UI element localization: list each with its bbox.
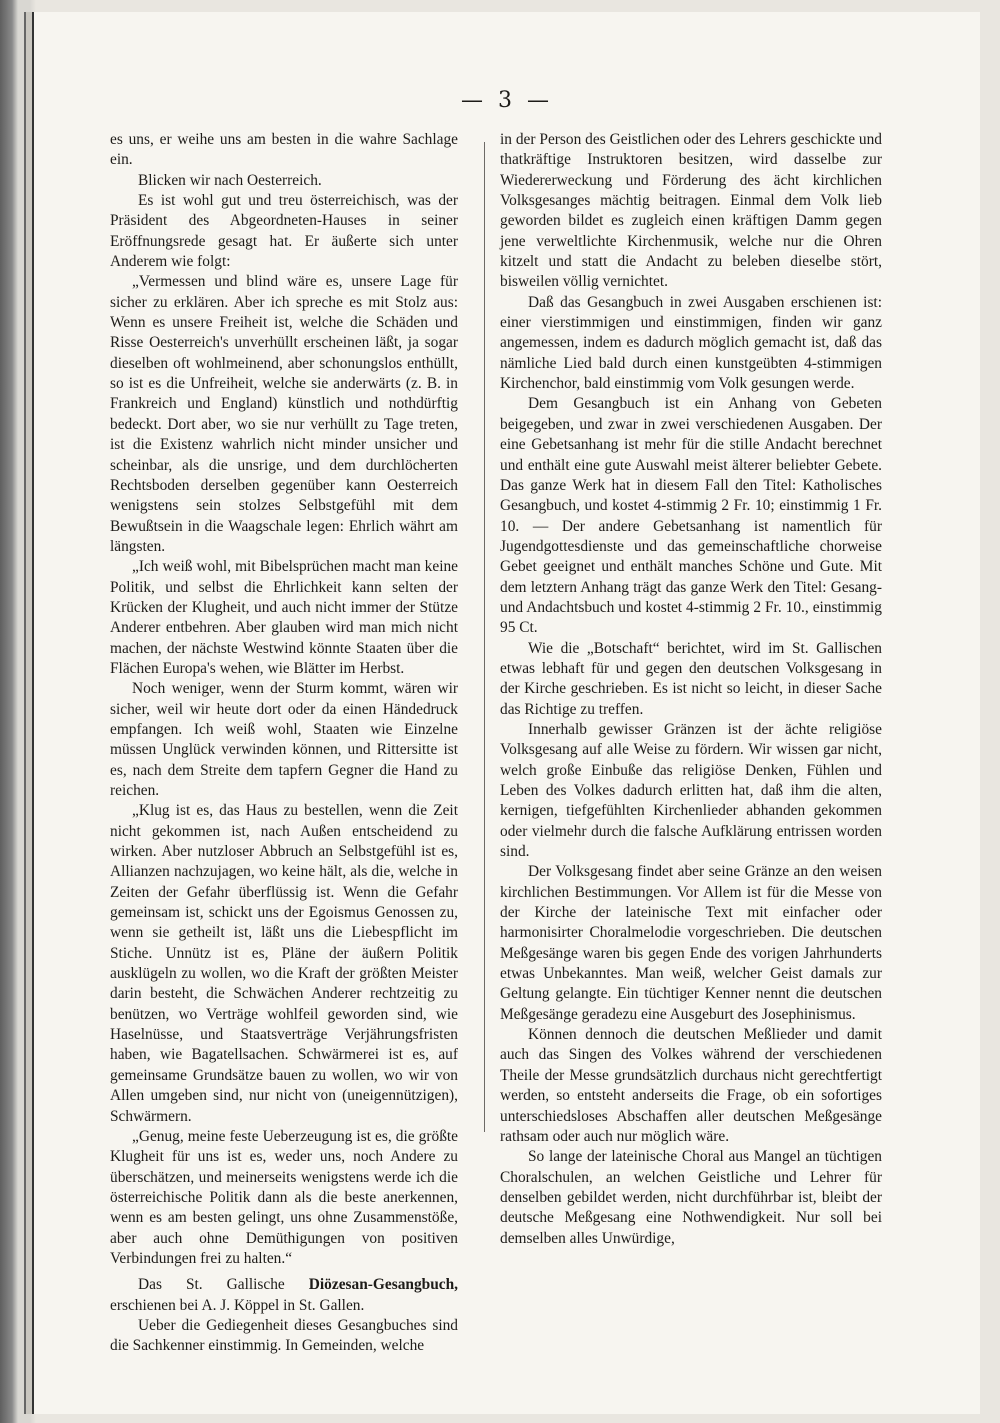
heading-prefix: Das St. Gallische <box>138 1276 285 1294</box>
left-paragraph-9: Ueber die Gediegenheit dieses Gesangbuches sind die Sachkenner einstimmig. In Gemeinden, welche <box>110 1316 458 1355</box>
heading-title: Diözesan-Gesangbuch, <box>308 1276 458 1294</box>
column-divider <box>484 142 485 1132</box>
page-number: — 3 — <box>461 88 553 113</box>
left-column <box>110 130 458 1357</box>
right-paragraph-2: Daß das Gesangbuch in zwei Ausgaben erschienen ist: einer vierstimmigen und einstimmigen, finden wir ganz angemessen, indem es dadurch möglich gemacht ist, daß das nämliche Lied bald durch einen kunstgeübten 4-stimmigen Kirchenchor, bald einstimmig vom Volk gesungen werde. <box>500 293 882 393</box>
right-column <box>500 130 882 1249</box>
left-paragraph-1: es uns, er weihe uns am besten in die wahre Sachlage ein. <box>110 131 458 169</box>
document-page <box>34 12 980 1414</box>
left-paragraph-3: Es ist wohl gut und treu österreichisch, was der Präsident des Abgeordneten-Hauses in seiner Eröffnungsrede gesagt hat. Er äußerte sich unter Anderem wie folgt: <box>110 192 458 271</box>
left-paragraph-2: Blicken wir nach Oesterreich. <box>138 171 322 189</box>
right-paragraph-8: So lange der lateinische Choral aus Mangel an tüchtigen Choralschulen, an welchen Geistliche und Lehrer für denselben gebildet werden, nicht durchführbar ist, bleibt der deutsche Meßgesang eine Nothwendigkeit. Nur soll bei demselben alles Unwürdige, <box>500 1148 882 1247</box>
left-quote-5: „Genug, meine feste Ueberzeugung ist es, die größte Klugheit für uns ist es, weder uns, noch Andere zu überschätzen, und meinerseits wenigstens werde ich die österreichische Politik dann als die beste anerkennen, wenn es am besten gelingt, uns ohne Zusammenstöße, aber auch ohne Demüthigungen von positiven Verbindungen frei zu halten.“ <box>110 1127 458 1267</box>
right-paragraph-6: Der Volksgesang findet aber seine Gränze an den weisen kirchlichen Bestimmungen. Vor Allem ist für die Messe von der Kirche der lateinische Text mit einfacher oder harmonisirter Choralmelodie vorgeschrieben. Die deutschen Meßgesänge waren bis gegen Ende des vorigen Jahrhunderts etwas Unbekanntes. Man weiß, welcher Geist damals zur Geltung gelangte. Ein tüchtiger Kenner nennt die deutschen Meßgesänge geradezu eine Ausgeburt des Josephinismus. <box>500 863 882 1023</box>
left-quote-1: „Vermessen und blind wäre es, unsere Lage für sicher zu erklären. Aber ich spreche es mit Stolz aus: Wenn es unsere Freiheit ist, welche die Schäden und Risse Oesterreich's unverhüllt erscheinen läßt, ja sogar dieselben oft wohlmeinend, aber schonungslos enthüllt, so ist es die Unfreiheit, welche sie anderwärts (z. B. in Frankreich und England) künstlich und nothdürftig bedeckt. Dort aber, wo sie nur verhüllt zu Tage treten, ist die Existenz wahrlich nicht minder unsicher und scheinbar, als die unsrige, und dem durchlöcherten Rechtsboden derselben gegenüber kann Oesterreich wenigstens sein stolzes Selbstgefühl mit dem Bewußtsein in die Waagschale legen: Ehrlich währt am längsten. <box>110 273 458 555</box>
heading-rest: erschienen bei A. J. Köppel in St. Gallen. <box>110 1296 365 1314</box>
right-paragraph-1: in der Person des Geistlichen oder des Lehrers geschickte und thatkräftige Instruktoren besitzen, wird dasselbe zur Wiedererweckung und Förderung des ächt kirchlichen Volksgesanges mächtig beitragen. Einmal dem Volk lieb geworden bildet es zugleich einen kräftigen Damm gegen jene verweltlichte Kirchenmusik, welche nur die Ohren kitzelt und statt die Andacht zu beleben dieselbe stört, bisweilen völlig vernichtet. <box>500 131 882 291</box>
right-paragraph-7: Können dennoch die deutschen Meßlieder und damit auch das Singen des Volkes während der verschiedenen Theile der Messe grundsätzlich durchaus nicht gerechtfertigt werden, so entsteht anderseits die Frage, ob ein sofortiges unterschiedsloses Abschaffen aller deutschen Meßgesänge rathsam oder auch nur möglich wäre. <box>500 1026 882 1145</box>
left-quote-3: Noch weniger, wenn der Sturm kommt, wären wir sicher, weil wir heute dort oder da einen Händedruck empfangen. Ich weiß wohl, Staaten wie Einzelne müssen Unglück verwinden können, und Rittersitte ist es, nach dem Streite dem tapfern Gegner die Hand zu reichen. <box>110 680 458 799</box>
section-heading <box>110 1275 458 1316</box>
right-paragraph-4: Wie die „Botschaft“ berichtet, wird im St. Gallischen etwas lebhaft für und gegen den deutschen Volksgesang in der Kirche geschrieben. Es ist nicht so leicht, in dieser Sache das Richtige zu treffen. <box>500 639 882 718</box>
left-quote-2: „Ich weiß wohl, mit Bibelsprüchen macht man keine Politik, und selbst die Ehrlichkeit kann selten der Krücken der Klugheit, und auch nicht immer der Stütze Anderer entbehren. Aber glauben wird man mich nicht machen, der nächste Westwind könnte Staaten über die Flächen Europa's wehen, wie Blätter im Herbst. <box>110 558 458 677</box>
right-paragraph-3: Dem Gesangbuch ist ein Anhang von Gebeten beigegeben, und zwar in zwei verschiedenen Ausgaben. Der eine Gebetsanhang ist mehr für die stille Andacht berechnet und enthält eine gute Auswahl meist älterer beliebter Gebete. Das ganze Werk hat in diesem Fall den Titel: Katholisches Gesangbuch, und kostet 4-stimmig 2 Fr. 10; einstimmig 1 Fr. 10. — Der andere Gebetsanhang ist namentlich für Jugendgottesdienste und das gemeinschaftliche chorweise Gebet geeignet und enthält manches Schöne und Gute. Mit dem letztern Anhang trägt das ganze Werk den Titel: Gesang- und Andachtsbuch und kostet 4-stimmig 2 Fr. 10., einstimmig 95 Ct. <box>500 395 882 637</box>
right-paragraph-5: Innerhalb gewisser Gränzen ist der ächte religiöse Volksgesang auf alle Weise zu fördern. Wir wissen gar nicht, welch große Einbuße das religiöse Denken, Fühlen und Leben des Volkes dadurch erlitten hat, daß ihm die alten, kernigen, tiefgefühlten Kirchenlieder abhanden gekommen oder vielmehr durch die falsche Aufklärung entrissen worden sind. <box>500 720 882 861</box>
left-quote-4: „Klug ist es, das Haus zu bestellen, wenn die Zeit nicht gekommen ist, nach Außen entscheidend zu wirken. Aber nutzloser Abbruch an Selbstgefühl ist es, Allianzen nachzujagen, wo keine hält, als die, welche in Zeiten der Gefahr überflüssig ist. Wenn die Gefahr gemeinsam ist, schickt uns der Egoismus Genossen zu, wenn sie getheilt ist, läßt uns die Liebespflicht im Stiche. Unnütz ist es, Pläne der äußern Politik ausklügeln zu wollen, wo die Kraft der größten Meister darin besteht, die Schwächen Anderer rechtzeitig zu benützen, wo Verträge wohlfeil geworden sind, wie Haselnüsse, und Staatsverträge Verjährungsfristen haben, wie Bagatellsachen. Schwärmerei ist es, auf gemeinsame Grundsätze bauen zu wollen, wo wir von Allen umgeben sind, nur nicht von (uneigennützigen), Schwärmern. <box>110 802 458 1125</box>
